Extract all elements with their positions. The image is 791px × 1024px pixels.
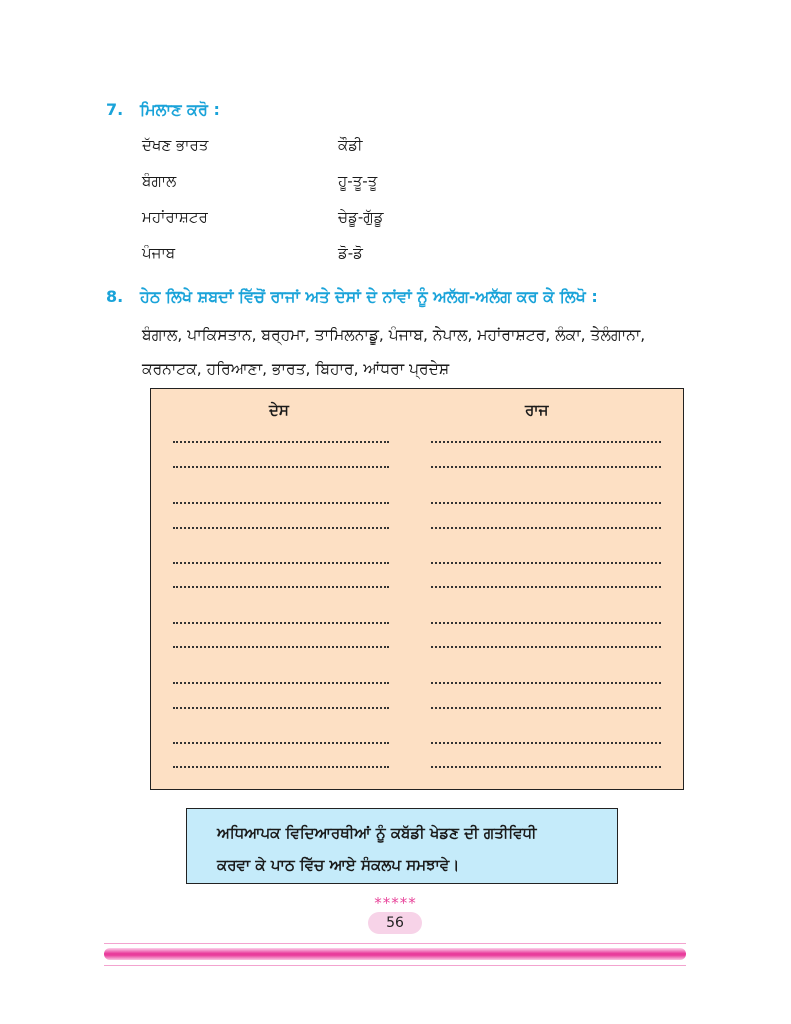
answer-line [431, 586, 661, 588]
word-list-line: ਕਰਨਾਟਕ, ਹਰਿਆਣਾ, ਭਾਰਤ, ਬਿਹਾਰ, ਆਂਧਰਾ ਪ੍ਰਦੇਸ਼ [142, 360, 450, 378]
answer-line [173, 586, 389, 588]
match-right-item: ਡੋ-ਡੋ [338, 244, 363, 262]
answer-line [431, 502, 661, 504]
answer-line [431, 766, 661, 768]
match-list [142, 136, 462, 280]
match-right-item: ਚੇਡੂ-ਗੁੱਡੂ [338, 208, 384, 226]
answer-line [173, 742, 389, 744]
question-7-heading [106, 100, 220, 120]
teacher-note-line: ਕਰਵਾ ਕੇ ਪਾਠ ਵਿੱਚ ਆਏ ਸੰਕਲਪ ਸਮਝਾਵੇ। [217, 856, 460, 874]
teacher-note-box [186, 808, 618, 884]
answer-line [431, 646, 661, 648]
match-row [142, 136, 462, 172]
answer-line [173, 707, 389, 709]
question-7-number: 7. [106, 100, 124, 119]
match-left-item: ਦੱਖਣ ਭਾਰਤ [142, 136, 209, 154]
answer-line [431, 682, 661, 684]
question-7-title: ਮਿਲਾਣ ਕਰੋ : [140, 100, 220, 119]
question-8-number: 8. [106, 287, 124, 306]
answer-line [173, 622, 389, 624]
answer-table [150, 388, 684, 790]
answer-line [173, 502, 389, 504]
footer-bar [104, 948, 686, 960]
match-left-item: ਬੰਗਾਲ [142, 172, 177, 190]
match-row [142, 208, 462, 244]
answer-line [173, 441, 389, 443]
footer-rule-top [104, 943, 686, 944]
match-right-item: ਕੌਡੀ [338, 136, 363, 154]
answer-line [431, 562, 661, 564]
match-left-item: ਮਹਾਂਰਾਸ਼ਟਰ [142, 208, 208, 226]
column-header-countries: ਦੇਸ [269, 401, 289, 419]
answer-line [173, 766, 389, 768]
answer-line [173, 466, 389, 468]
answer-line [431, 466, 661, 468]
match-left-item: ਪੰਜਾਬ [142, 244, 176, 262]
word-list-line: ਬੰਗਾਲ, ਪਾਕਿਸਤਾਨ, ਬਰ੍ਹਮਾ, ਤਾਮਿਲਨਾਡੂ, ਪੰਜਾਬ, ਨੇਪਾਲ, ਮਹਾਂਰਾਸ਼ਟਰ, ਲੰਕਾ, ਤੇਲੰਗਾਨਾ, [142, 326, 646, 344]
answer-line [431, 742, 661, 744]
page-number: 56 [368, 912, 422, 934]
column-header-states: ਰਾਜ [525, 401, 549, 419]
answer-line [431, 622, 661, 624]
word-list [142, 318, 702, 386]
answer-line [431, 441, 661, 443]
teacher-note-line: ਅਧਿਆਪਕ ਵਿਦਿਆਰਥੀਆਂ ਨੂੰ ਕਬੱਡੀ ਖੇਡਣ ਦੀ ਗਤੀਵਿਧੀ [217, 824, 537, 842]
answer-line [431, 527, 661, 529]
answer-line [431, 707, 661, 709]
match-right-item: ਹੂ-ਤੂ-ਤੂ [338, 172, 378, 190]
decorative-stars: ***** [374, 894, 417, 912]
question-8-title: ਹੇਠ ਲਿਖੇ ਸ਼ਬਦਾਂ ਵਿੱਚੋਂ ਰਾਜਾਂ ਅਤੇ ਦੇਸਾਂ ਦੇ ਨਾਂਵਾਂ ਨੂੰ ਅਲੱਗ-ਅਲੱਗ ਕਰ ਕੇ ਲਿਖੋ : [140, 287, 598, 306]
footer-rule-bottom [104, 965, 686, 966]
answer-line [173, 562, 389, 564]
answer-line [173, 682, 389, 684]
question-8-heading [106, 287, 598, 307]
match-row [142, 172, 462, 208]
match-row [142, 244, 462, 280]
answer-line [173, 527, 389, 529]
answer-line [173, 646, 389, 648]
